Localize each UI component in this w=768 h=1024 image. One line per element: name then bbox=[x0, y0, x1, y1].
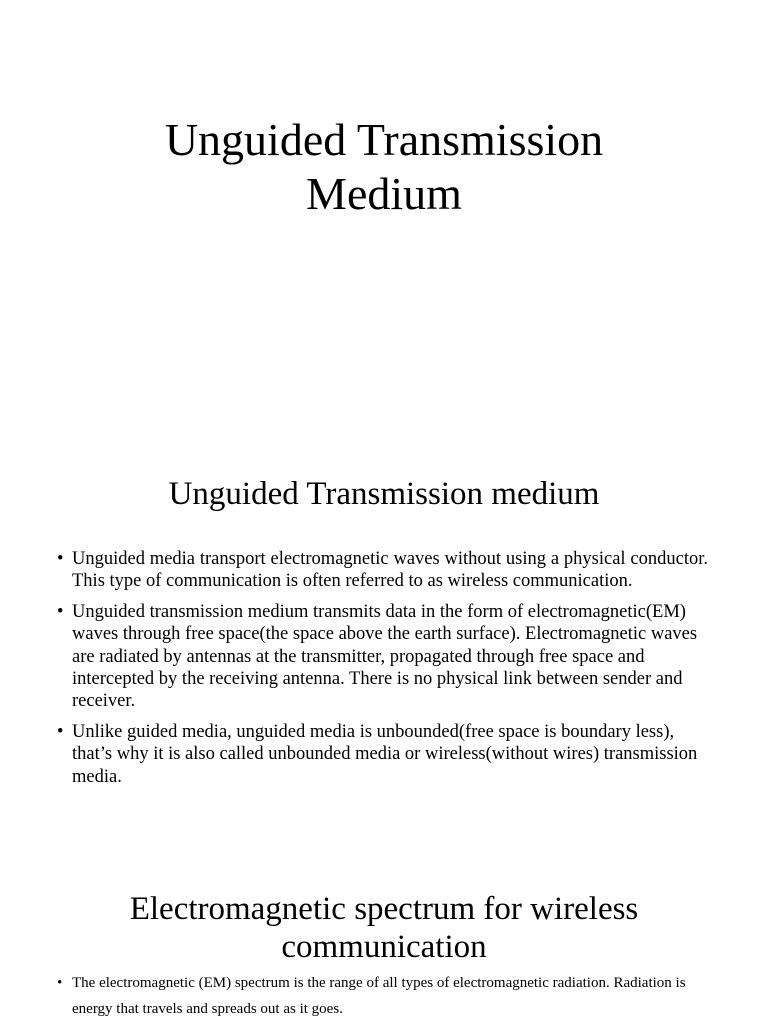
title-line-2: Medium bbox=[306, 168, 462, 219]
slide-title-heading bbox=[0, 113, 768, 221]
bullet-text: Unguided media transport electromagnetic waves without using a physical conductor. This type of communication is often referred to as wireless communication. bbox=[72, 549, 708, 592]
slide-title bbox=[0, 0, 768, 430]
bullet-text: The electromagnetic (EM) spectrum is the range of all types of electromagnetic radiation. Radiation is energy that travels and spreads out as it goes. bbox=[72, 975, 686, 1017]
bullet-item bbox=[57, 548, 708, 593]
bullet-list bbox=[57, 970, 708, 1024]
title-line-1: Electromagnetic spectrum for wireless bbox=[129, 891, 639, 927]
bullet-item bbox=[57, 601, 708, 713]
slide-unguided-medium bbox=[0, 430, 768, 862]
bullet-item bbox=[57, 970, 708, 1022]
bullet-icon: • bbox=[57, 549, 64, 569]
bullet-icon: • bbox=[57, 975, 63, 991]
bullet-icon: • bbox=[57, 721, 64, 742]
slide-heading bbox=[0, 890, 768, 966]
slide-em-spectrum bbox=[0, 862, 768, 1024]
bullet-icon: • bbox=[57, 601, 64, 622]
slide-heading: Unguided Transmission medium bbox=[168, 476, 600, 512]
title-line-1: Unguided Transmission bbox=[164, 114, 604, 165]
bullet-list bbox=[57, 548, 708, 796]
bullet-item bbox=[57, 721, 708, 788]
title-line-2: communication bbox=[281, 929, 487, 965]
bullet-text: Unlike guided media, unguided media is unbounded(free space is boundary less), that’s why it is also called unbounded media or wireless(without wires) transmission media. bbox=[72, 721, 698, 787]
bullet-text: Unguided transmission medium transmits data in the form of electromagnetic(EM) waves through free space(the space above the earth surface). Electromagnetic waves are radiated by antennas at the transmitter, propagated through free space and intercepted by the receiving antenna. There is no physical link between sender and receiver. bbox=[72, 601, 698, 712]
